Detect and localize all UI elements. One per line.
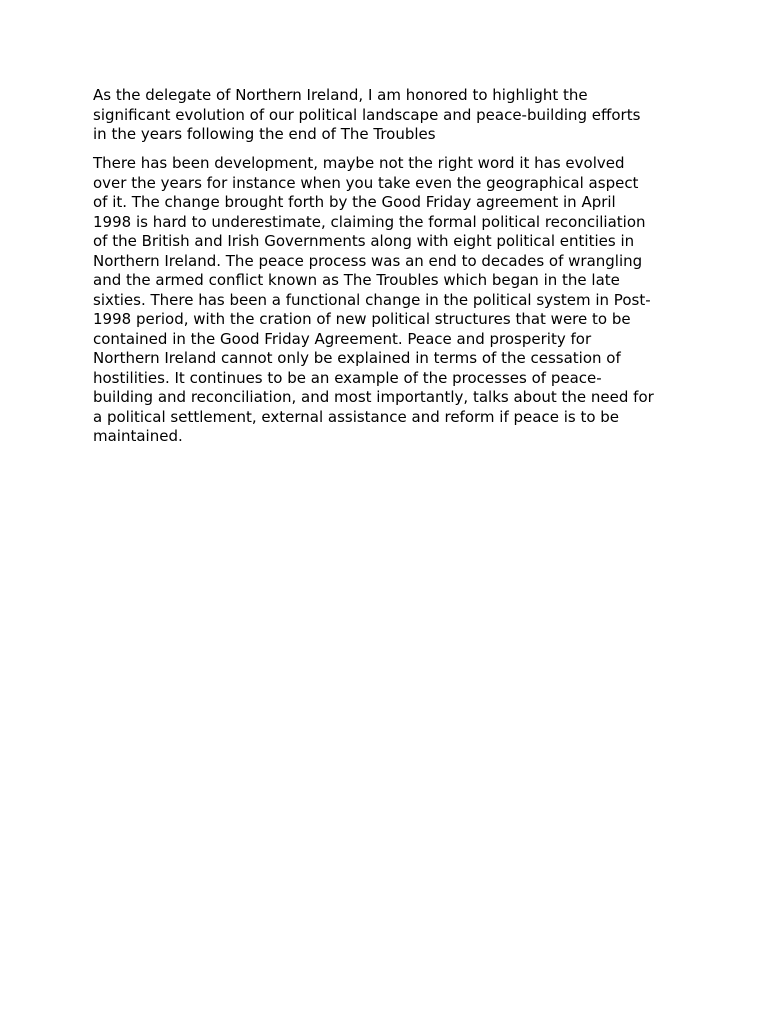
body-paragraph: There has been development, maybe not the right word it has evolved over the years for instance when you take even the geographical aspect of it. The change brought forth by the Good Friday agreement in April 1998 is hard to underestimate, claiming the formal political reconciliation of the British and Irish Governments along with eight political entities in Northern Ireland. The peace process was an end to decades of wrangling and the armed conflict known as The Troubles which began in the late sixties. There has been a functional change in the political system in Post- 1998 period, with the cration of new political structures that were to be contained in the Good Friday Agreement. Peace and prosperity for Northern Ireland cannot only be explained in terms of the cessation of hostilities. It continues to be an example of the processes of peace- building and reconciliation, and most importantly, talks about the need for a political settlement, external assistance and reform if peace is to be maintained. (93, 154, 654, 445)
intro-paragraph: As the delegate of Northern Ireland, I am honored to highlight the significant evolution of our political landscape and peace-building efforts in the years following the end of The Troubles (93, 86, 641, 143)
